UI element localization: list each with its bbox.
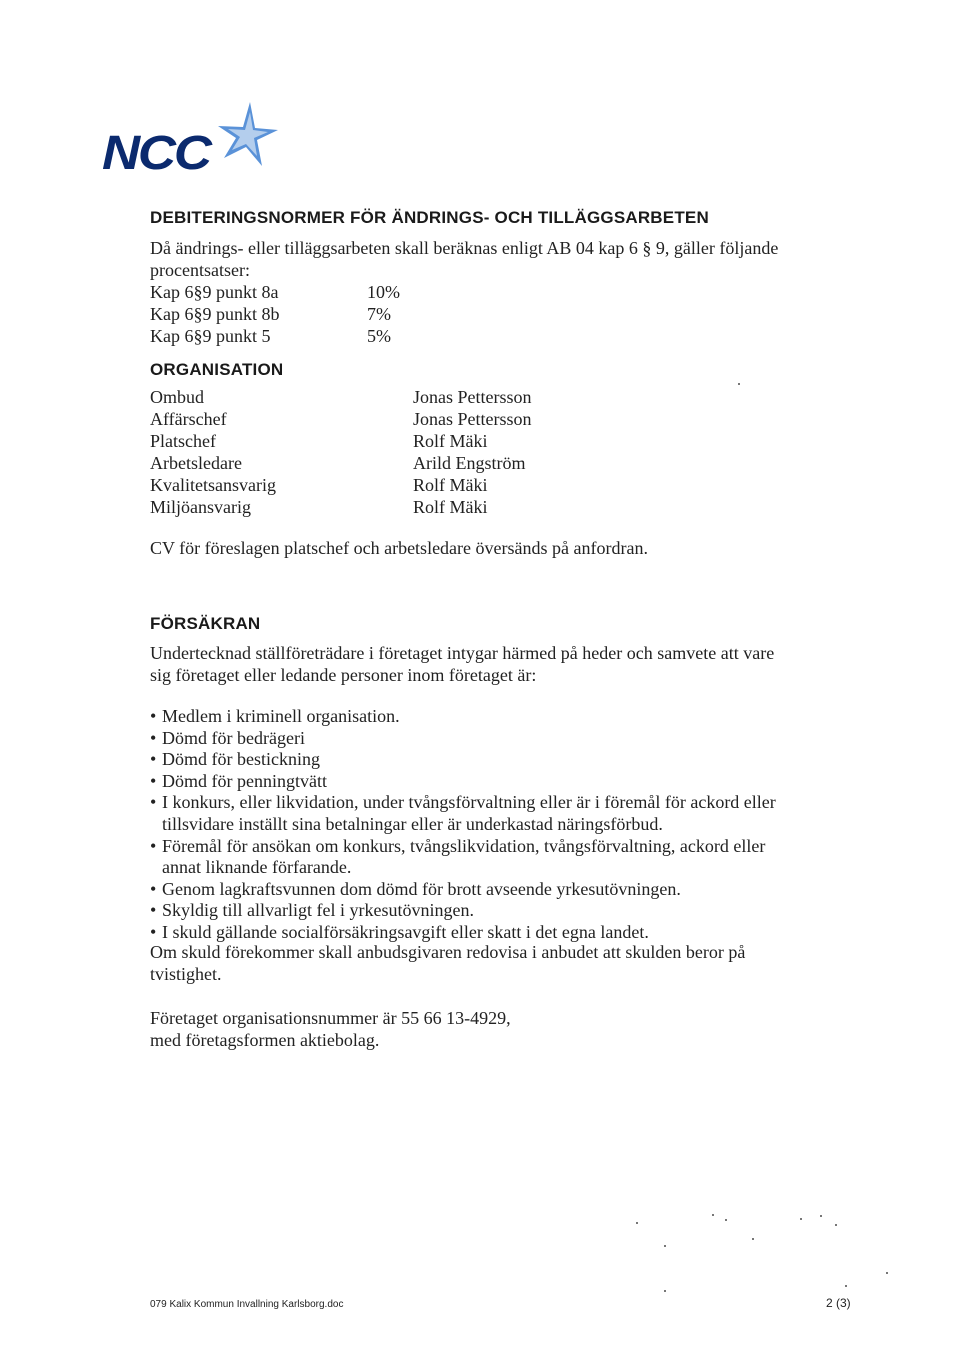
ncc-logo <box>102 100 277 180</box>
bullet-marker: • <box>150 900 157 921</box>
star-icon <box>210 100 280 170</box>
forsakran-intro-line1: Undertecknad ställföreträdare i företaget intygar härmed på heder och samvete att vare <box>150 643 775 663</box>
scan-speck <box>738 383 740 385</box>
logo-text: NCC <box>102 127 210 180</box>
scan-speck <box>820 1215 822 1217</box>
org-role: Platschef <box>150 431 216 451</box>
org-person: Rolf Mäki <box>413 497 488 517</box>
bullet-text: Genom lagkraftsvunnen dom dömd för brott avseende yrkesutövningen. <box>162 878 681 899</box>
bullet-text: I konkurs, eller likvidation, under tvångsförvaltning eller är i föremål för ackord eller <box>162 792 776 813</box>
bullet-text: I skuld gällande socialförsäkringsavgift eller skatt i det egna landet. <box>162 921 649 942</box>
org-person: Jonas Pettersson <box>413 387 532 407</box>
scan-speck <box>664 1290 666 1292</box>
org-person: Rolf Mäki <box>413 475 488 495</box>
rate-row <box>150 281 278 303</box>
list-item <box>150 792 830 835</box>
heading-debiteringsnormer: DEBITERINGSNORMER FÖR ÄNDRINGS- OCH TILLÄGGSARBETEN <box>150 208 709 227</box>
debt-note-line2: tvistighet. <box>150 964 222 984</box>
rate-row <box>150 303 280 325</box>
list-item <box>150 706 830 728</box>
scan-speck <box>636 1222 638 1224</box>
org-number-line1: Företaget organisationsnummer är 55 66 13-4929, <box>150 1008 511 1028</box>
rate-value: 10% <box>367 282 400 302</box>
scan-speck <box>752 1238 754 1240</box>
scan-speck <box>712 1214 714 1216</box>
list-item <box>150 879 830 901</box>
bullet-marker: • <box>150 921 157 942</box>
scan-speck <box>886 1272 888 1274</box>
list-item <box>150 728 830 750</box>
list-item <box>150 749 830 771</box>
bullet-text: Medlem i kriminell organisation. <box>162 706 400 726</box>
forsakran-intro-line2: sig företaget eller ledande personer inom företaget är: <box>150 665 537 685</box>
org-role: Miljöansvarig <box>150 497 251 517</box>
org-person: Arild Engström <box>413 453 526 473</box>
bullet-text: Dömd för bestickning <box>162 749 320 770</box>
bullet-text: Skyldig till allvarligt fel i yrkesutövningen. <box>162 900 474 921</box>
bullet-marker: • <box>150 770 157 791</box>
list-item <box>150 771 830 793</box>
bullet-marker: • <box>150 835 157 856</box>
bullet-text-continued: tillsvidare inställt sina betalningar eller är underkastad näringsförbud. <box>162 813 663 834</box>
footer-page-number: 2 (3) <box>826 1296 851 1310</box>
footer-filename: 079 Kalix Kommun Invallning Karlsborg.doc <box>150 1299 344 1310</box>
scan-speck <box>835 1224 837 1226</box>
heading-organisation: ORGANISATION <box>150 360 284 379</box>
org-person: Jonas Pettersson <box>413 409 532 429</box>
list-item <box>150 900 830 922</box>
forsakran-bullet-list <box>150 706 830 944</box>
debitering-intro-line1: Då ändrings- eller tilläggsarbeten skall beräknas enligt AB 04 kap 6 § 9, gäller följande <box>150 238 779 258</box>
org-role: Kvalitetsansvarig <box>150 475 276 495</box>
bullet-marker: • <box>150 706 157 726</box>
org-role: Affärschef <box>150 409 227 429</box>
scan-speck <box>725 1219 727 1221</box>
bullet-marker: • <box>150 749 157 770</box>
rate-value: 5% <box>367 326 391 346</box>
rate-value: 7% <box>367 304 391 324</box>
heading-forsakran: FÖRSÄKRAN <box>150 614 261 633</box>
bullet-marker: • <box>150 878 157 899</box>
rate-label: Kap 6§9 punkt 8a <box>150 282 279 302</box>
org-number-line2: med företagsformen aktiebolag. <box>150 1030 380 1050</box>
rate-row <box>150 325 271 347</box>
bullet-text: Dömd för bedrägeri <box>162 727 305 748</box>
bullet-marker: • <box>150 727 157 748</box>
scan-speck <box>800 1218 802 1220</box>
scan-speck <box>664 1245 666 1247</box>
bullet-text: Föremål för ansökan om konkurs, tvångslikvidation, tvångsförvaltning, ackord eller <box>162 835 766 856</box>
org-role: Arbetsledare <box>150 453 242 473</box>
org-person: Rolf Mäki <box>413 431 488 451</box>
scan-speck <box>845 1285 847 1287</box>
org-role: Ombud <box>150 387 204 407</box>
cv-note: CV för föreslagen platschef och arbetsledare översänds på anfordran. <box>150 538 648 558</box>
debitering-intro-line2: procentsatser: <box>150 260 250 280</box>
rate-label: Kap 6§9 punkt 8b <box>150 304 280 324</box>
debt-note-line1: Om skuld förekommer skall anbudsgivaren redovisa i anbudet att skulden beror på <box>150 942 746 962</box>
bullet-text-continued: annat liknande förfarande. <box>162 857 352 878</box>
rate-label: Kap 6§9 punkt 5 <box>150 326 271 346</box>
list-item <box>150 836 830 879</box>
bullet-text: Dömd för penningtvätt <box>162 770 327 791</box>
bullet-marker: • <box>150 792 157 813</box>
